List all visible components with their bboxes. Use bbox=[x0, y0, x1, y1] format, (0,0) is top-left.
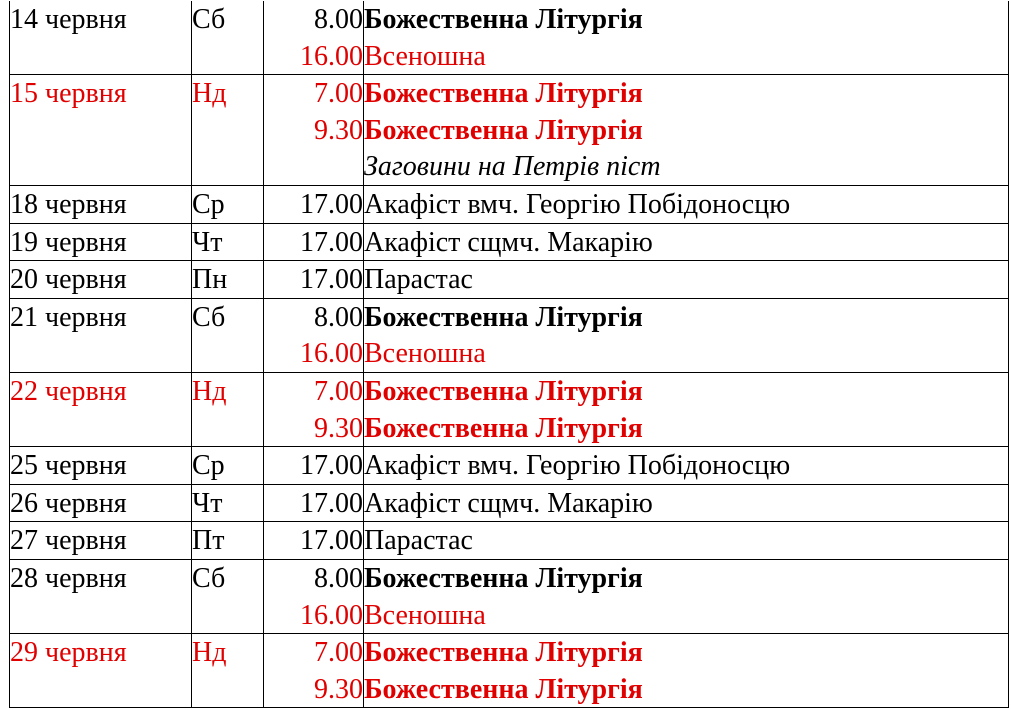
weekday-cell bbox=[192, 185, 264, 223]
date-cell bbox=[10, 634, 192, 708]
time-cell bbox=[264, 185, 364, 223]
schedule-row bbox=[10, 484, 1009, 522]
service-name: Парастас bbox=[364, 525, 473, 557]
service-name: Всеношна bbox=[364, 599, 486, 631]
date-text: 28 червня bbox=[10, 562, 127, 594]
date-text: 14 червня bbox=[10, 4, 127, 35]
date-cell bbox=[10, 261, 192, 299]
time-cell bbox=[264, 1, 364, 75]
service-cell bbox=[364, 372, 1009, 446]
service-time: 8.00 bbox=[314, 301, 363, 333]
service-time: 7.00 bbox=[314, 78, 363, 110]
service-name: Акафіст вмч. Георгію Побідоносцю bbox=[364, 450, 791, 482]
service-time: 17.00 bbox=[300, 226, 363, 258]
weekday-cell bbox=[192, 223, 264, 261]
time-cell bbox=[264, 298, 364, 372]
weekday-cell bbox=[192, 522, 264, 560]
schedule-row bbox=[10, 1, 1009, 75]
weekday-text: Сб bbox=[192, 301, 226, 333]
service-time: 8.00 bbox=[314, 562, 363, 594]
schedule-row bbox=[10, 559, 1009, 633]
schedule-row bbox=[10, 372, 1009, 446]
weekday-text: Нд bbox=[192, 78, 227, 110]
weekday-text: Ср bbox=[192, 188, 225, 220]
date-text: 27 червня bbox=[10, 525, 127, 557]
service-cell bbox=[364, 559, 1009, 633]
weekday-cell bbox=[192, 261, 264, 299]
service-name: Парастас bbox=[364, 264, 473, 296]
date-text: 19 червня bbox=[10, 226, 127, 258]
date-cell bbox=[10, 185, 192, 223]
schedule-row bbox=[10, 75, 1009, 186]
weekday-cell bbox=[192, 447, 264, 485]
schedule-row bbox=[10, 223, 1009, 261]
time-cell bbox=[264, 447, 364, 485]
weekday-cell bbox=[192, 298, 264, 372]
schedule-body bbox=[10, 1, 1009, 708]
time-cell bbox=[264, 223, 364, 261]
service-time: 9.30 bbox=[314, 412, 363, 444]
time-cell bbox=[264, 261, 364, 299]
schedule-table bbox=[9, 1, 1009, 708]
date-cell bbox=[10, 484, 192, 522]
date-text: 15 червня bbox=[10, 78, 127, 110]
service-cell bbox=[364, 223, 1009, 261]
time-cell bbox=[264, 484, 364, 522]
service-time: 17.00 bbox=[300, 450, 363, 482]
schedule-row bbox=[10, 447, 1009, 485]
time-cell bbox=[264, 372, 364, 446]
service-cell bbox=[364, 185, 1009, 223]
service-name: Божественна Літургія bbox=[364, 4, 643, 35]
service-time: 7.00 bbox=[314, 637, 363, 669]
weekday-text: Нд bbox=[192, 637, 227, 669]
date-text: 21 червня bbox=[10, 301, 127, 333]
service-time: 17.00 bbox=[300, 487, 363, 519]
date-cell bbox=[10, 559, 192, 633]
date-cell bbox=[10, 447, 192, 485]
time-cell bbox=[264, 559, 364, 633]
weekday-text: Ср bbox=[192, 450, 225, 482]
service-name: Всеношна bbox=[364, 338, 486, 370]
weekday-cell bbox=[192, 372, 264, 446]
service-name: Божественна Літургія bbox=[364, 301, 643, 333]
schedule-row bbox=[10, 185, 1009, 223]
service-time: 16.00 bbox=[300, 40, 363, 72]
weekday-cell bbox=[192, 75, 264, 186]
service-cell bbox=[364, 75, 1009, 186]
date-text: 26 червня bbox=[10, 487, 127, 519]
service-time: 9.30 bbox=[314, 673, 363, 705]
weekday-text: Пн bbox=[192, 264, 228, 296]
service-name: Божественна Літургія bbox=[364, 375, 643, 407]
service-name: Всеношна bbox=[364, 40, 486, 72]
date-text: 20 червня bbox=[10, 264, 127, 296]
schedule-row bbox=[10, 522, 1009, 560]
service-name: Божественна Літургія bbox=[364, 114, 643, 146]
service-cell bbox=[364, 634, 1009, 708]
service-name: Заговини на Петрів піст bbox=[364, 151, 661, 183]
date-cell bbox=[10, 298, 192, 372]
service-cell bbox=[364, 484, 1009, 522]
weekday-text: Сб bbox=[192, 562, 226, 594]
service-name: Божественна Літургія bbox=[364, 637, 643, 669]
service-cell bbox=[364, 298, 1009, 372]
weekday-text: Сб bbox=[192, 4, 226, 35]
service-time: 16.00 bbox=[300, 599, 363, 631]
service-time: 7.00 bbox=[314, 375, 363, 407]
service-time: 8.00 bbox=[314, 4, 363, 35]
service-cell bbox=[364, 1, 1009, 75]
service-time: 17.00 bbox=[300, 264, 363, 296]
date-text: 18 червня bbox=[10, 188, 127, 220]
date-text: 22 червня bbox=[10, 375, 127, 407]
service-name: Божественна Літургія bbox=[364, 412, 643, 444]
date-cell bbox=[10, 372, 192, 446]
schedule-row bbox=[10, 298, 1009, 372]
service-name: Акафіст сщмч. Макарію bbox=[364, 487, 653, 519]
service-time: 9.30 bbox=[314, 114, 363, 146]
service-cell bbox=[364, 447, 1009, 485]
time-cell bbox=[264, 522, 364, 560]
service-cell bbox=[364, 261, 1009, 299]
service-time bbox=[264, 148, 363, 185]
service-time: 17.00 bbox=[300, 188, 363, 220]
date-text: 25 червня bbox=[10, 450, 127, 482]
date-text: 29 червня bbox=[10, 637, 127, 669]
weekday-cell bbox=[192, 559, 264, 633]
time-cell bbox=[264, 75, 364, 186]
weekday-cell bbox=[192, 634, 264, 708]
weekday-text: Чт bbox=[192, 487, 223, 519]
service-time: 16.00 bbox=[300, 338, 363, 370]
weekday-cell bbox=[192, 1, 264, 75]
schedule-row bbox=[10, 634, 1009, 708]
service-name: Божественна Літургія bbox=[364, 562, 643, 594]
schedule-row bbox=[10, 261, 1009, 299]
service-name: Акафіст вмч. Георгію Побідоносцю bbox=[364, 188, 791, 220]
weekday-cell bbox=[192, 484, 264, 522]
service-time: 17.00 bbox=[300, 525, 363, 557]
date-cell bbox=[10, 223, 192, 261]
date-cell bbox=[10, 1, 192, 75]
service-name: Божественна Літургія bbox=[364, 78, 643, 110]
service-name: Акафіст сщмч. Макарію bbox=[364, 226, 653, 258]
weekday-text: Нд bbox=[192, 375, 227, 407]
service-name: Божественна Літургія bbox=[364, 673, 643, 705]
date-cell bbox=[10, 522, 192, 560]
time-cell bbox=[264, 634, 364, 708]
service-cell bbox=[364, 522, 1009, 560]
weekday-text: Пт bbox=[192, 525, 225, 557]
weekday-text: Чт bbox=[192, 226, 223, 258]
date-cell bbox=[10, 75, 192, 186]
